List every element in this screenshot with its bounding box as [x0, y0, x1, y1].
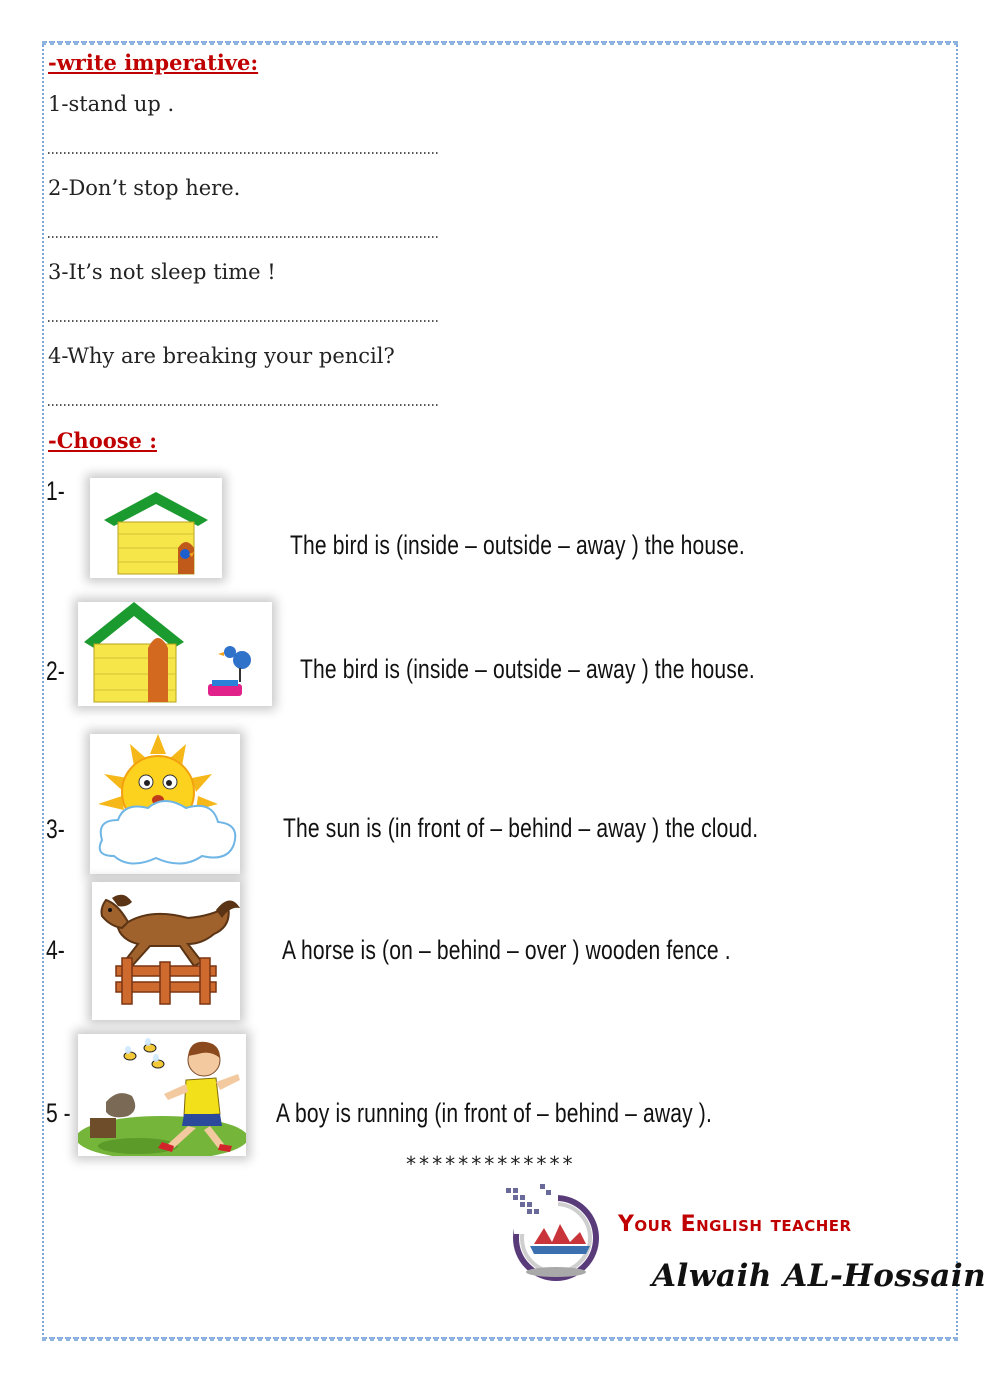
question-3: 3-It’s not sleep time !	[48, 260, 276, 284]
section-heading-imperative: -write imperative:	[48, 50, 259, 75]
question-4: 4-Why are breaking your pencil?	[48, 344, 395, 368]
horse-jumping-fence-image	[92, 882, 240, 1020]
item-number-3: 3-	[46, 814, 65, 844]
item-sentence-3: The sun is (in front of – behind – away ) the cloud.	[283, 813, 759, 843]
separator-stars: *************	[405, 1152, 575, 1176]
page-border-bottom	[42, 1337, 958, 1341]
item-sentence-4: A horse is (on – behind – over ) wooden fence .	[282, 935, 731, 965]
doghouse-bird-inside-image	[90, 478, 222, 578]
answer-line-3[interactable]	[48, 320, 440, 322]
answer-line-1[interactable]	[48, 152, 440, 154]
item-sentence-1: The bird is (inside – outside – away ) the house.	[290, 530, 745, 560]
teacher-name-signature: Alwaih AL-Hossain	[652, 1258, 987, 1294]
teacher-title: Your English teacher	[618, 1212, 852, 1237]
section-heading-choose: -Choose :	[48, 428, 157, 453]
item-number-5: 5 -	[46, 1098, 71, 1128]
question-2: 2-Don’t stop here.	[48, 176, 241, 200]
answer-line-2[interactable]	[48, 236, 440, 238]
item-sentence-5: A boy is running (in front of – behind – away ).	[276, 1098, 712, 1128]
sun-behind-cloud-image	[90, 734, 240, 874]
question-1: 1-stand up .	[48, 92, 175, 116]
teacher-logo	[500, 1184, 604, 1284]
item-number-1: 1-	[46, 476, 65, 506]
item-number-4: 4-	[46, 935, 65, 965]
answer-line-4[interactable]	[48, 404, 440, 406]
item-number-2: 2-	[46, 656, 65, 686]
item-sentence-2: The bird is (inside – outside – away ) the house.	[300, 654, 755, 684]
doghouse-bird-outside-image	[78, 602, 272, 706]
page-border-top	[42, 41, 958, 45]
boy-running-from-bees-image	[78, 1034, 246, 1156]
